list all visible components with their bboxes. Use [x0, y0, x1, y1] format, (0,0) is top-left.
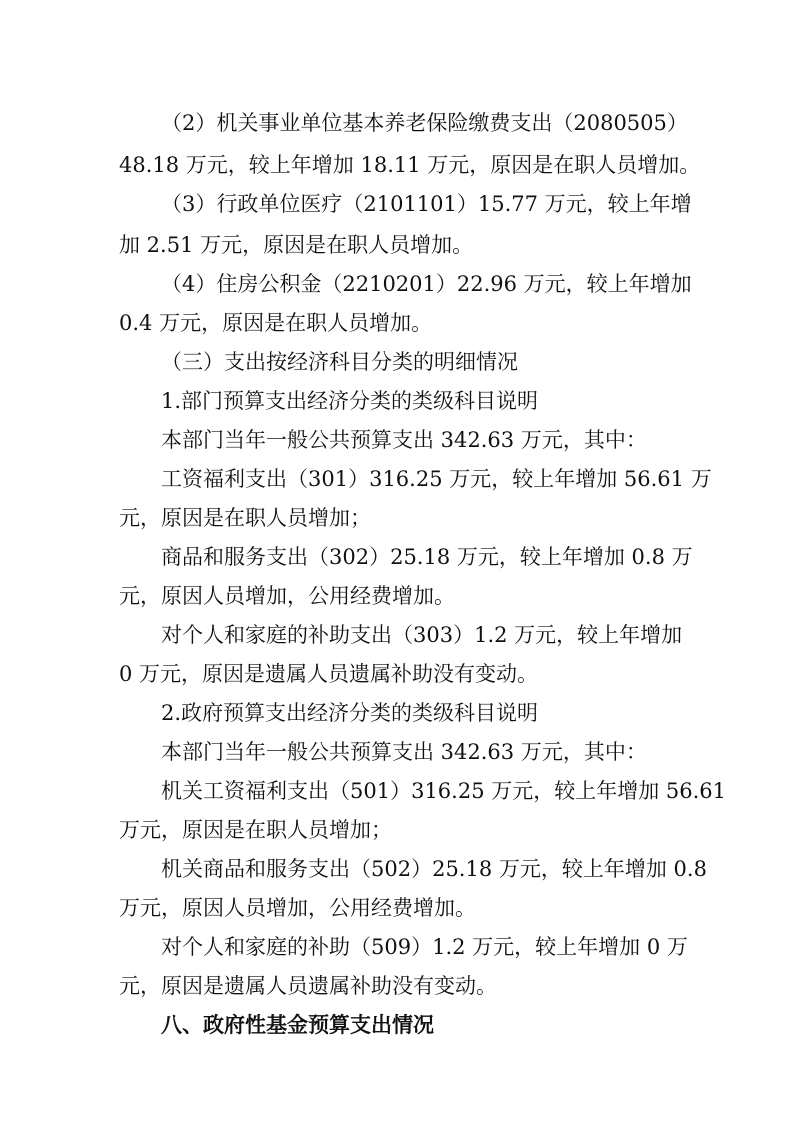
paragraph-line: 本部门当年一般公共预算支出 342.63 万元，其中： [161, 428, 647, 452]
subsection-item-heading: 2.政府预算支出经济分类的类级科目说明 [161, 701, 539, 725]
paragraph-line: 万元，原因人员增加，公用经费增加。 [119, 896, 476, 920]
paragraph-line: 机关工资福利支出（501）316.25 万元，较上年增加 56.61 [161, 779, 727, 803]
paragraph-line: 0.4 万元，原因是在职人员增加。 [119, 311, 433, 335]
paragraph-line: 元，原因是在职人员增加； [119, 506, 371, 530]
paragraph-line: 0 万元，原因是遗属人员遗属补助没有变动。 [119, 662, 539, 686]
paragraph-line: （3）行政单位医疗（2101101）15.77 万元，较上年增 [161, 192, 692, 216]
paragraph-line: 元，原因是遗属人员遗属补助没有变动。 [119, 974, 497, 998]
paragraph-line: 万元，原因是在职人员增加； [119, 818, 392, 842]
section-heading: 八、政府性基金预算支出情况 [161, 1012, 434, 1037]
paragraph-line: 本部门当年一般公共预算支出 342.63 万元，其中： [161, 740, 647, 764]
paragraph-line: 机关商品和服务支出（502）25.18 万元，较上年增加 0.8 [161, 857, 707, 881]
paragraph-line: 商品和服务支出（302）25.18 万元，较上年增加 0.8 万 [161, 545, 693, 569]
paragraph-line: 对个人和家庭的补助（509）1.2 万元，较上年增加 0 万 [161, 935, 688, 959]
paragraph-line: 元，原因人员增加，公用经费增加。 [119, 584, 455, 608]
subsection-item-heading: 1.部门预算支出经济分类的类级科目说明 [161, 389, 539, 413]
paragraph-line: （2）机关事业单位基本养老保险缴费支出（2080505） [161, 111, 688, 135]
subsection-heading: （三）支出按经济科目分类的明细情况 [161, 350, 518, 374]
paragraph-line: 对个人和家庭的补助支出（303）1.2 万元，较上年增加 [161, 623, 683, 647]
paragraph-line: 48.18 万元，较上年增加 18.11 万元，原因是在职人员增加。 [119, 153, 701, 177]
paragraph-line: （4）住房公积金（2210201）22.96 万元，较上年增加 [161, 272, 692, 296]
paragraph-line: 工资福利支出（301）316.25 万元，较上年增加 56.61 万 [161, 467, 712, 491]
paragraph-line: 加 2.51 万元，原因是在职人员增加。 [119, 233, 474, 257]
